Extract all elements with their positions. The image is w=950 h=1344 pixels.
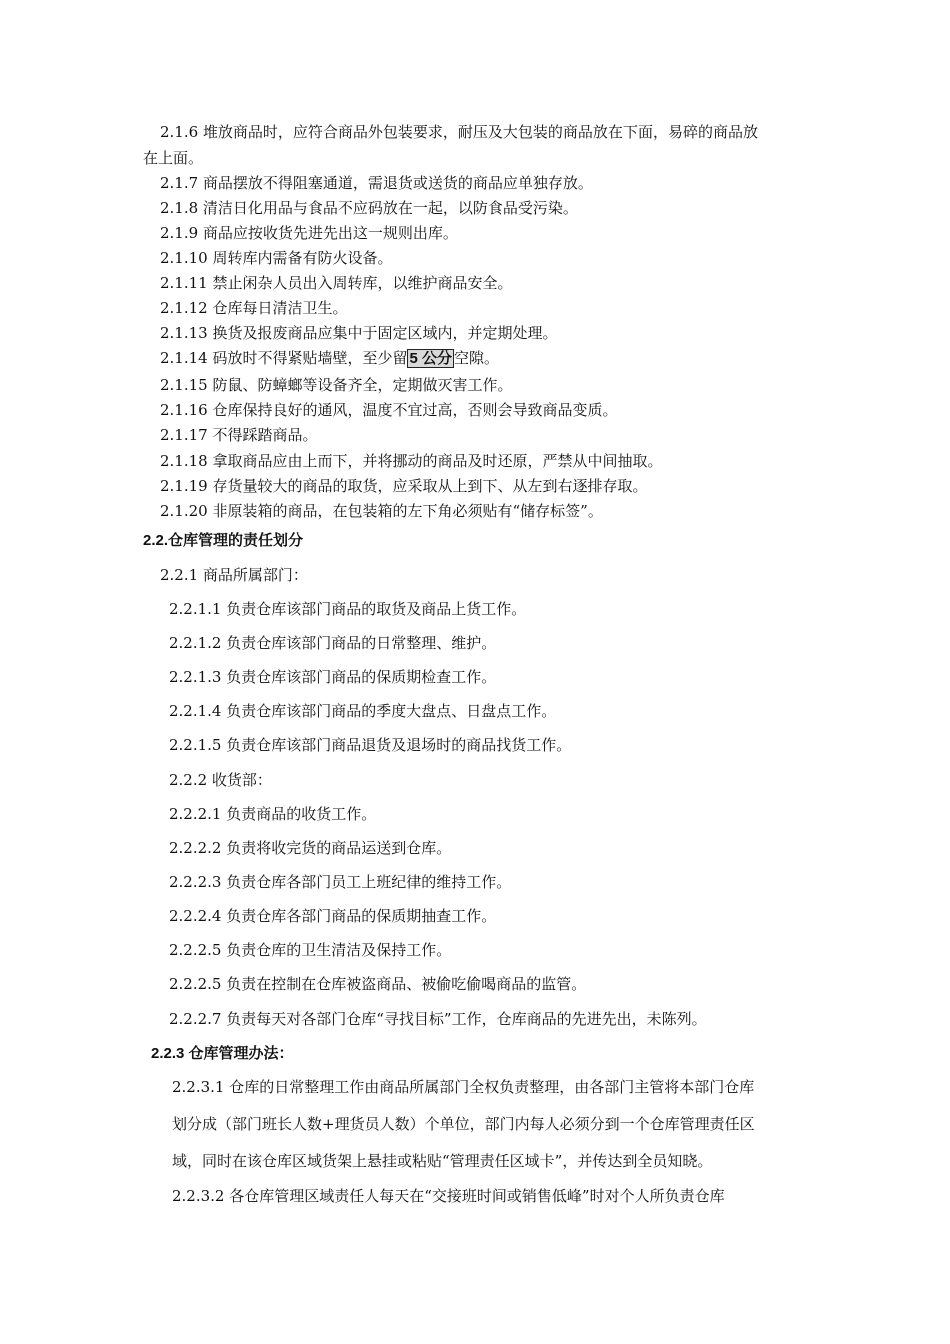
paragraph-2-2-3-1-line1: 2.2.3.1 仓库的日常整理工作由商品所属部门全权负责整理，由各部门主管将本部门仓库 [172,1078,755,1096]
paragraph-2-2-3-1-line2: 划分成（部门班长人数+理货员人数）个单位，部门内每人必须分到一个仓库管理责任区 [172,1115,755,1133]
highlighted-measure: 5 公分 [409,350,452,367]
item-2-1-12: 2.1.12 仓库每日清洁卫生。 [160,299,348,317]
item-2-1-10: 2.1.10 周转库内需备有防火设备。 [160,249,393,267]
item-2-1-8: 2.1.8 清洁日化用品与食品不应码放在一起，以防食品受污染。 [160,199,578,217]
item-2-2-2-2: 2.2.2.2 负责将收完货的商品运送到仓库。 [169,839,452,857]
item-2-1-11: 2.1.11 禁止闲杂人员出入周转库，以维护商品安全。 [160,274,513,292]
item-2-1-14 [160,348,499,369]
item-2-1-15: 2.1.15 防鼠、防蟑螂等设备齐全，定期做灭害工作。 [160,376,513,394]
item-2-2-2-1: 2.2.2.1 负责商品的收货工作。 [169,805,377,823]
item-2-2-2-3: 2.2.2.3 负责仓库各部门员工上班纪律的维持工作。 [169,873,512,891]
item-2-2-2-4: 2.2.2.4 负责仓库各部门商品的保质期抽查工作。 [169,907,497,925]
item-2-1-17: 2.1.17 不得踩踏商品。 [160,426,318,444]
item-2-2-1-2: 2.2.1.2 负责仓库该部门商品的日常整理、维护。 [169,634,497,652]
item-2-1-14-text: 2.1.14 码放时不得紧贴墙壁，至少留 [160,349,408,367]
item-2-2-2-6: 2.2.2.5 负责在控制在仓库被盗商品、被偷吃偷喝商品的监管。 [169,975,587,993]
item-2-1-20: 2.1.20 非原装箱的商品，在包装箱的左下角必须贴有“储存标签”。 [160,502,603,520]
sub-title-2-2-1: 2.2.1 商品所属部门： [160,566,308,584]
item-2-2-2-5: 2.2.2.5 负责仓库的卫生清洁及保持工作。 [169,941,452,959]
item-2-2-1-3: 2.2.1.3 负责仓库该部门商品的保质期检查工作。 [169,668,497,686]
item-2-1-7: 2.1.7 商品摆放不得阻塞通道，需退货或送货的商品应单独存放。 [160,174,593,192]
item-2-2-1-4: 2.2.1.4 负责仓库该部门商品的季度大盘点、日盘点工作。 [169,702,557,720]
item-2-1-14-tail: 空隙。 [454,349,500,367]
section-heading-2-2-3: 2.2.3 仓库管理办法： [151,1045,294,1062]
item-2-2-1-1: 2.2.1.1 负责仓库该部门商品的取货及商品上货工作。 [169,600,527,618]
item-2-1-16: 2.1.16 仓库保持良好的通风，温度不宜过高，否则会导致商品变质。 [160,401,618,419]
item-2-1-6: 2.1.6 堆放商品时，应符合商品外包装要求，耐压及大包装的商品放在下面，易碎的商品放 [160,123,758,141]
item-2-1-19: 2.1.19 存货量较大的商品的取货，应采取从上到下、从左到右逐排存取。 [160,477,648,495]
item-2-1-6-cont: 在上面。 [143,149,204,167]
section-heading-2-2: 2.2.仓库管理的责任划分 [143,532,304,549]
paragraph-2-2-3-1-line3: 域，同时在该仓库区域货架上悬挂或粘贴“管理责任区域卡”，并传达到全员知晓。 [172,1152,713,1170]
item-2-2-2-7: 2.2.2.7 负责每天对各部门仓库“寻找目标”工作，仓库商品的先进先出，未陈列。 [169,1010,707,1028]
item-2-1-18: 2.1.18 拿取商品应由上而下，并将挪动的商品及时还原，严禁从中间抽取。 [160,452,663,470]
item-2-1-9: 2.1.9 商品应按收货先进先出这一规则出库。 [160,224,458,242]
sub-title-2-2-2: 2.2.2 收货部： [169,771,272,789]
item-2-2-1-5: 2.2.1.5 负责仓库该部门商品退货及退场时的商品找货工作。 [169,736,572,754]
paragraph-2-2-3-2-line1: 2.2.3.2 各仓库管理区域责任人每天在“交接班时间或销售低峰”时对个人所负责仓库 [172,1187,725,1205]
item-2-1-13: 2.1.13 换货及报废商品应集中于固定区域内，并定期处理。 [160,324,558,342]
